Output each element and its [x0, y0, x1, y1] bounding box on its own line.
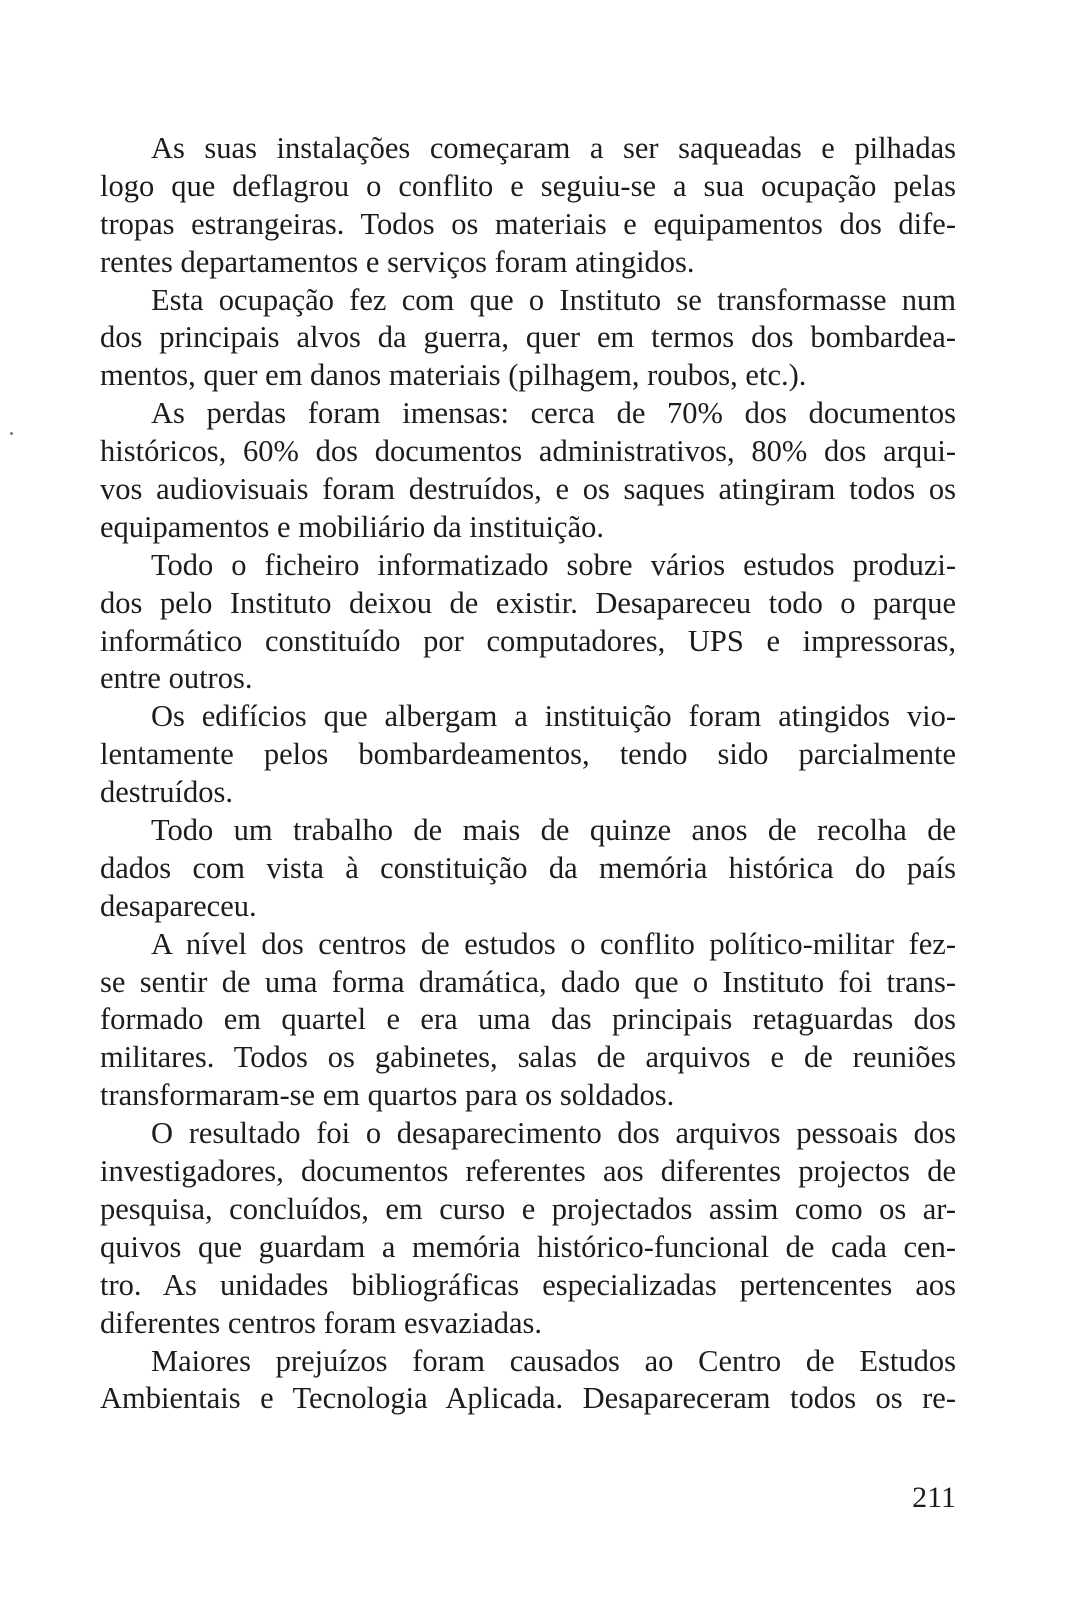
text-line: tro. As unidades bibliográficas especializadas pertencentes aos: [100, 1267, 956, 1302]
text-line: Ambientais e Tecnologia Aplicada. Desapareceram todos os re-: [100, 1381, 956, 1416]
text-line: As suas instalações começaram a ser saqueadas e pilhadas: [151, 131, 956, 165]
text-line: investigadores, documentos referentes aos diferentes projectos de: [100, 1154, 956, 1189]
text-line: dados com vista à constituição da memória histórica do país: [100, 850, 956, 885]
text-line: mentos, quer em danos materiais (pilhagem, roubos, etc.).: [100, 358, 807, 393]
text-line: destruídos.: [100, 775, 234, 810]
scan-speck: [10, 432, 13, 435]
body-text: [100, 130, 956, 1418]
text-line: lentamente pelos bombardeamentos, tendo sido parcialmente: [100, 737, 956, 772]
text-line: rentes departamentos e serviços foram atingidos.: [100, 244, 695, 279]
text-line: desapareceu.: [100, 888, 257, 923]
text-line: O resultado foi o desaparecimento dos arquivos pessoais dos: [151, 1116, 956, 1151]
text-line: Todo um trabalho de mais de quinze anos de recolha de: [151, 813, 956, 848]
text-line: se sentir de uma forma dramática, dado que o Instituto foi trans-: [100, 964, 956, 999]
text-line: dos pelo Instituto deixou de existir. Desapareceu todo o parque: [100, 585, 956, 620]
text-line: logo que deflagrou o conflito e seguiu-se a sua ocupação pelas: [100, 168, 956, 203]
text-line: pesquisa, concluídos, em curso e projectados assim como os ar-: [100, 1191, 956, 1226]
text-line: históricos, 60% dos documentos administrativos, 80% dos arqui-: [100, 434, 956, 469]
page-number: 211: [912, 1481, 956, 1514]
text-line: equipamentos e mobiliário da instituição.: [100, 509, 604, 544]
text-line: quivos que guardam a memória histórico-funcional de cada cen-: [100, 1229, 956, 1264]
text-line: formado em quartel e era uma das principais retaguardas dos: [100, 1002, 956, 1037]
text-line: A nível dos centros de estudos o conflito político-militar fez-: [151, 926, 956, 961]
text-line: Todo o ficheiro informatizado sobre vários estudos produzi-: [151, 547, 956, 582]
text-line: entre outros.: [100, 661, 253, 696]
text-line: diferentes centros foram esvaziadas.: [100, 1305, 543, 1340]
text-line: Esta ocupação fez com que o Instituto se transformasse num: [151, 282, 956, 317]
text-line: Maiores prejuízos foram causados ao Centro de Estudos: [151, 1343, 956, 1378]
text-line: dos principais alvos da guerra, quer em termos dos bombardea-: [100, 320, 956, 355]
text-line: tropas estrangeiras. Todos os materiais e equipamentos dos dife-: [100, 206, 956, 241]
text-line: As perdas foram imensas: cerca de 70% dos documentos: [151, 396, 956, 431]
text-line: Os edifícios que albergam a instituição foram atingidos vio-: [151, 699, 956, 734]
text-line: vos audiovisuais foram destruídos, e os saques atingiram todos os: [100, 472, 956, 507]
text-line: informático constituído por computadores, UPS e impressoras,: [100, 623, 956, 658]
text-line: militares. Todos os gabinetes, salas de arquivos e de reuniões: [100, 1040, 956, 1075]
text-line: transformaram-se em quartos para os soldados.: [100, 1078, 675, 1113]
